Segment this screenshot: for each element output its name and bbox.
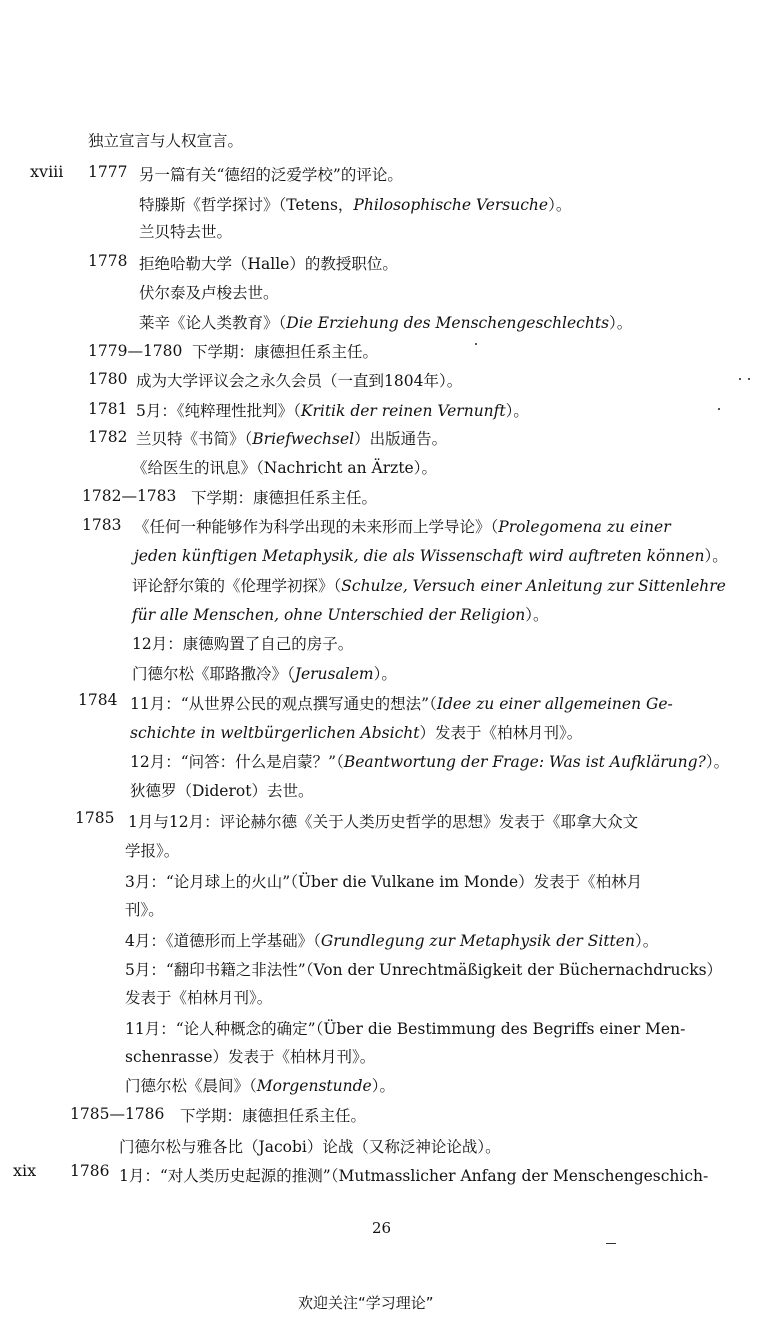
text-line: 兰贝特《书简》（Briefwechsel）出版通告。 bbox=[136, 430, 448, 448]
text-line: 成为大学评议会之永久会员（一直到1804年）。 bbox=[136, 372, 463, 390]
text-line: jeden künftigen Metaphysik, die als Wissenschaft wird auftreten können）。 bbox=[134, 547, 728, 565]
text-line: 5月：“翻印书籍之非法性”（Von der Unrechtmäßigkeit der Büchernachdrucks） bbox=[125, 961, 723, 979]
text-line: 《给医生的讯息》（Nachricht an Ärzte）。 bbox=[132, 459, 437, 477]
text-line: 特滕斯《哲学探讨》（Tetens，Philosophische Versuche）。 bbox=[139, 196, 572, 214]
text-line: 狄德罗（Diderot）去世。 bbox=[130, 782, 314, 800]
text-line: 兰贝特去世。 bbox=[139, 223, 233, 241]
text-line: 12月：康德购置了自己的房子。 bbox=[132, 635, 354, 653]
text-line: 评论舒尔策的《伦理学初探》（Schulze, Versuch einer Anleitung zur Sittenlehre bbox=[132, 577, 726, 595]
text-line: 12月：“问答：什么是启蒙？”（Beantwortung der Frage: Was ist Aufklärung?）。 bbox=[130, 753, 730, 771]
scan-speck bbox=[475, 343, 477, 345]
text-line: 11月：“从世界公民的观点撰写通史的想法”（Idee zu einer allgemeinen Ge- bbox=[130, 695, 673, 713]
text-line: 门德尔松《晨间》（Morgenstunde）。 bbox=[125, 1077, 395, 1095]
text-line: 学报》。 bbox=[125, 842, 180, 860]
scan-speck bbox=[748, 378, 750, 380]
text-line: 刊》。 bbox=[125, 901, 164, 919]
entry-year: 1782 bbox=[88, 428, 128, 446]
entry-year: 1779—1780 bbox=[88, 342, 183, 360]
text-line: 下学期：康德担任系主任。 bbox=[180, 1107, 367, 1125]
text-line: 莱辛《论人类教育》（Die Erziehung des Menschengeschlechts）。 bbox=[139, 314, 633, 332]
text-line: 拒绝哈勒大学（Halle）的教授职位。 bbox=[139, 255, 398, 273]
text-line: 发表于《柏林月刊》。 bbox=[125, 989, 273, 1007]
entry-year: 1782—1783 bbox=[82, 487, 177, 505]
text-line: 4月：《道德形而上学基础》（Grundlegung zur Metaphysik der Sitten）。 bbox=[125, 932, 659, 950]
text-line: 5月：《纯粹理性批判》（Kritik der reinen Vernunft）。 bbox=[136, 402, 529, 420]
text-line: 1月：“对人类历史起源的推测”（Mutmasslicher Anfang der Menschengeschich- bbox=[119, 1167, 709, 1185]
entry-year: 1781 bbox=[88, 400, 128, 418]
text-line: 门德尔松《耶路撒冷》（Jerusalem）。 bbox=[132, 665, 397, 683]
footer-note: 欢迎关注“学习理论” bbox=[298, 1294, 434, 1312]
text-line: 伏尔泰及卢梭去世。 bbox=[139, 284, 279, 302]
text-line: 3月：“论月球上的火山”（Über die Vulkane im Monde）发表于《柏林月 bbox=[125, 873, 643, 891]
scan-speck bbox=[739, 378, 741, 380]
entry-year: 1780 bbox=[88, 370, 128, 388]
text-line: schenrasse）发表于《柏林月刊》。 bbox=[125, 1048, 376, 1066]
margin-mark-xviii: xviii bbox=[30, 162, 64, 181]
entry-year: 1777 bbox=[88, 163, 128, 181]
entry-year: 1784 bbox=[78, 691, 118, 709]
margin-mark-xix: xix bbox=[13, 1161, 37, 1180]
text-line: 1月与12月：评论赫尔德《关于人类历史哲学的思想》发表于《耶拿大众文 bbox=[128, 813, 639, 831]
page-number: 26 bbox=[372, 1219, 392, 1237]
text-line: für alle Menschen, ohne Unterschied der Religion）。 bbox=[132, 606, 549, 624]
text-line: 11月：“论人种概念的确定”（Über die Bestimmung des Begriffs einer Men- bbox=[125, 1020, 686, 1038]
entry-year: 1778 bbox=[88, 252, 128, 270]
text-line: 下学期：康德担任系主任。 bbox=[191, 489, 378, 507]
text-line: 《任何一种能够作为科学出现的未来形而上学导论》（Prolegomena zu einer bbox=[134, 518, 671, 536]
scan-speck bbox=[718, 408, 720, 410]
text-line: 独立宣言与人权宣言。 bbox=[88, 132, 244, 150]
text-line: schichte in weltbürgerlichen Absicht）发表于《柏林月刊》。 bbox=[130, 724, 583, 742]
text-line: 门德尔松与雅各比（Jacobi）论战（又称泛神论论战）。 bbox=[119, 1138, 501, 1156]
entry-year: 1783 bbox=[82, 516, 122, 534]
entry-year: 1786 bbox=[70, 1162, 110, 1180]
entry-year: 1785 bbox=[75, 809, 115, 827]
entry-year: 1785—1786 bbox=[70, 1105, 165, 1123]
text-line: 另一篇有关“德绍的泛爱学校”的评论。 bbox=[139, 166, 403, 184]
scan-speck bbox=[606, 1243, 616, 1244]
text-line: 下学期：康德担任系主任。 bbox=[192, 343, 379, 361]
